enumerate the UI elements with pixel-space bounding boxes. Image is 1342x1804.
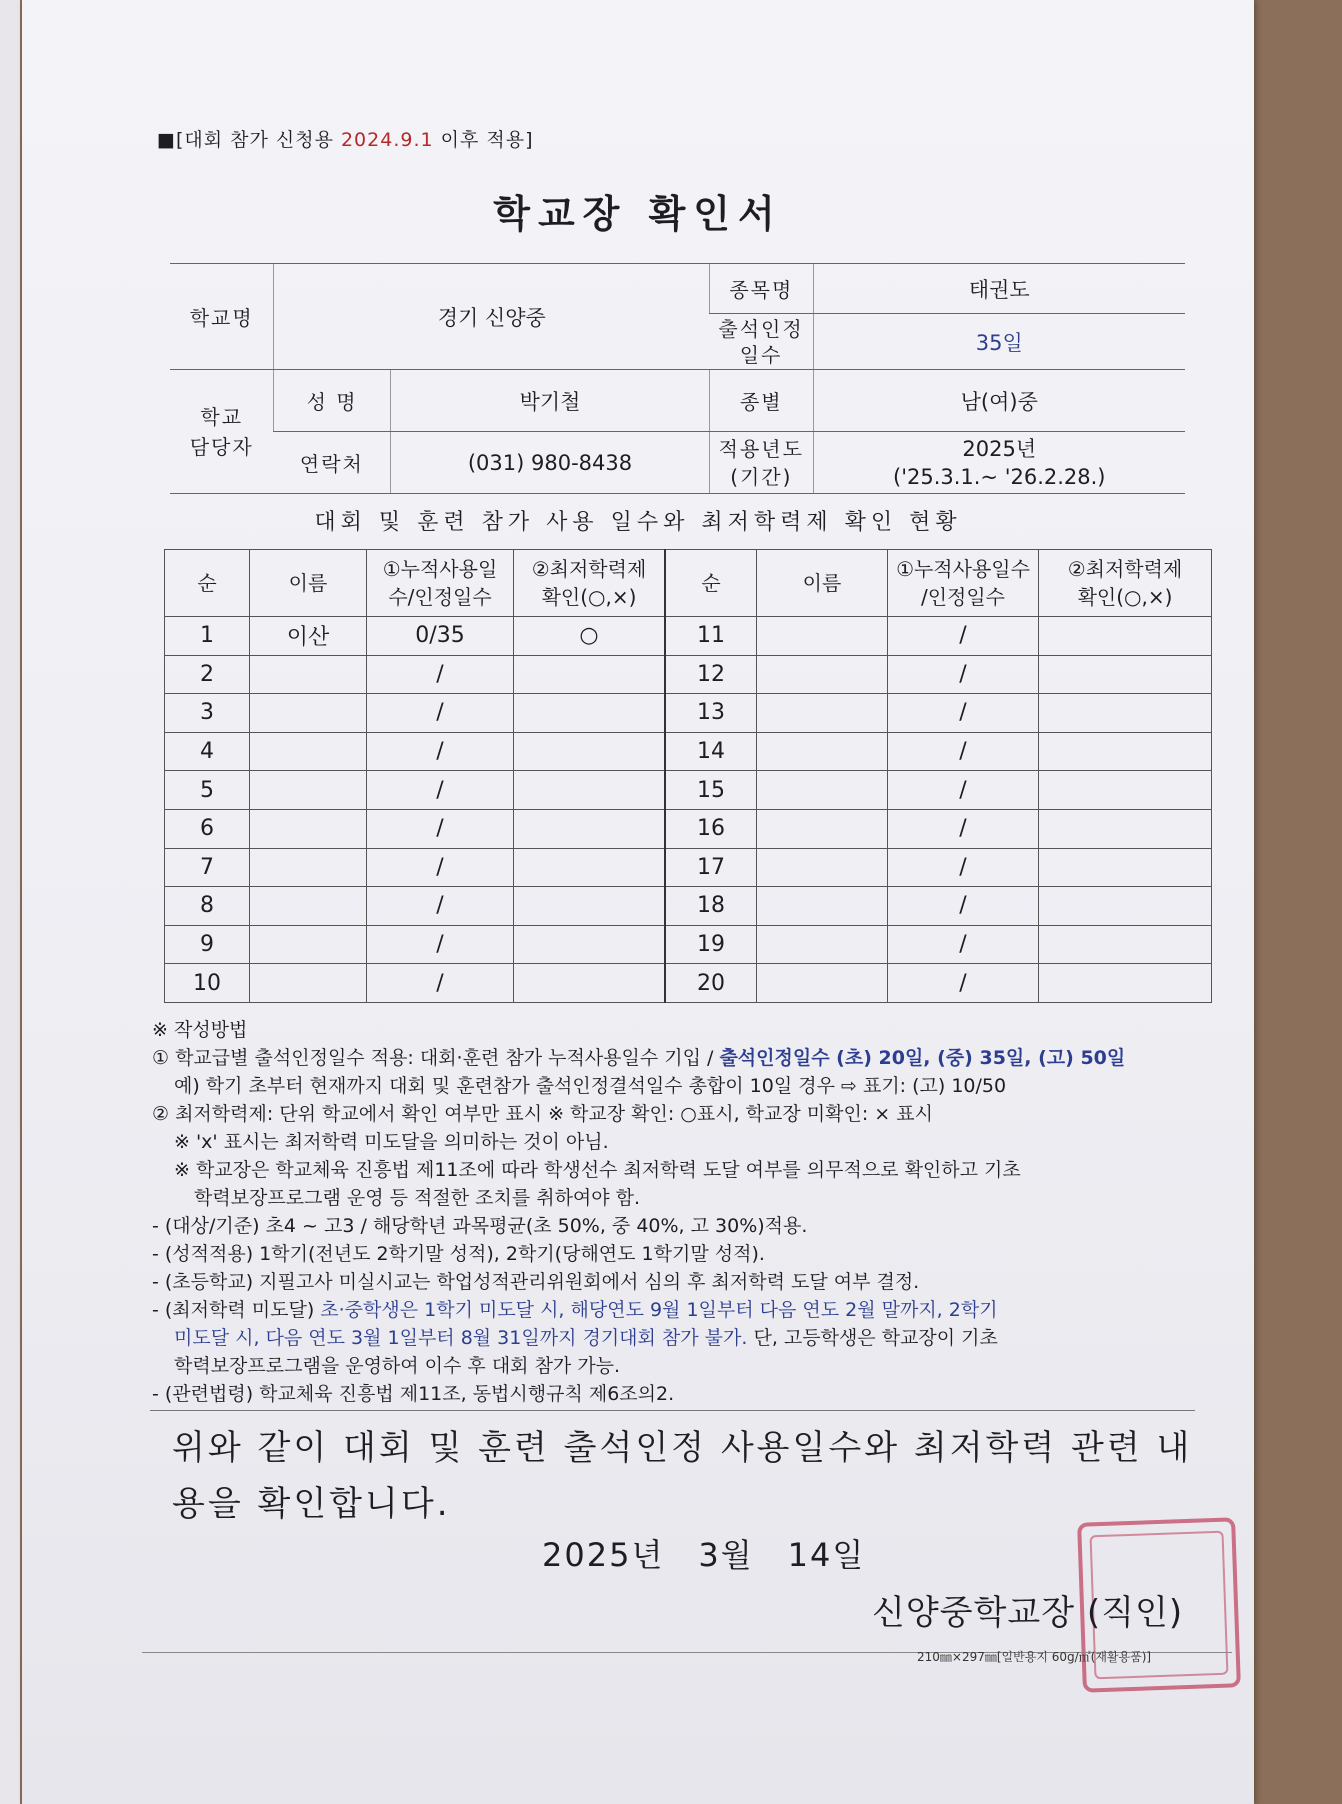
cell-check-r bbox=[1039, 771, 1212, 810]
header-no-left: 순 bbox=[165, 550, 250, 617]
table-row bbox=[165, 887, 1212, 926]
header-days-left: ①누적사용일 수/인정일수 bbox=[367, 550, 514, 617]
cell-no-l: 10 bbox=[165, 964, 250, 1003]
cell-days-l: / bbox=[367, 732, 514, 771]
cell-check-l bbox=[514, 694, 666, 733]
document-title: 학교장 확인서 bbox=[493, 192, 783, 236]
paper-spec: 210㎜×297㎜[일반용지 60g/㎡(재활용품)] bbox=[917, 1650, 1152, 1664]
detail-5: - (관련법령) 학교체육 진흥법 제11조, 동법시행규칙 제6조의2. bbox=[152, 1383, 675, 1405]
cell-name-l bbox=[250, 925, 367, 964]
cell-name-l bbox=[250, 771, 367, 810]
cell-days-l: / bbox=[367, 925, 514, 964]
cell-check-r bbox=[1039, 694, 1212, 733]
cell-name-l: 이산 bbox=[250, 617, 367, 656]
contact-label: 연락처 bbox=[274, 432, 390, 494]
cell-name-r bbox=[757, 964, 888, 1003]
cell-no-r: 14 bbox=[665, 732, 757, 771]
cell-days-r: / bbox=[888, 732, 1039, 771]
cell-name-r bbox=[757, 887, 888, 926]
cell-check-l: ○ bbox=[514, 617, 666, 656]
detail-1: - (대상/기준) 초4 ~ 고3 / 해당학년 과목평균(초 50%, 중 40%, 고 30%)적용. bbox=[152, 1215, 808, 1237]
cell-no-l: 4 bbox=[165, 732, 250, 771]
cell-days-l: / bbox=[367, 809, 514, 848]
cell-name-l bbox=[250, 809, 367, 848]
cell-name-l bbox=[250, 655, 367, 694]
section-divider bbox=[150, 1410, 1195, 1411]
detail-4-end: 학력보장프로그램을 운영하여 이수 후 대회 참가 가능. bbox=[174, 1355, 621, 1377]
cell-name-r bbox=[757, 732, 888, 771]
confirmation-text: 위와 같이 대회 및 훈련 출석인정 사용일수와 최저학력 관련 내용을 확인합니다. bbox=[172, 1428, 1193, 1524]
cell-no-l: 6 bbox=[165, 809, 250, 848]
instructions bbox=[152, 1016, 1232, 1408]
cell-days-r: / bbox=[888, 617, 1039, 656]
header-note: ■[대회 참가 신청용 2024.9.1 이후 적용] bbox=[157, 129, 534, 151]
cell-name-r bbox=[757, 848, 888, 887]
manager-label: 학교 담당자 bbox=[170, 370, 274, 494]
note-2-b: ※ 학교장은 학교체육 진흥법 제11조에 따라 학생선수 최저학력 도달 여부를 의무적으로 확인하고 기초 bbox=[174, 1159, 1021, 1181]
detail-2: - (성적적용) 1학기(전년도 2학기말 성적), 2학기(당해연도 1학기말 성적). bbox=[152, 1243, 765, 1265]
cell-check-l bbox=[514, 964, 666, 1003]
cell-check-l bbox=[514, 887, 666, 926]
cell-no-r: 12 bbox=[665, 655, 757, 694]
cell-name-r bbox=[757, 809, 888, 848]
header-name-left: 이름 bbox=[250, 550, 367, 617]
cell-days-l: / bbox=[367, 848, 514, 887]
name-value: 박기철 bbox=[390, 370, 709, 432]
cell-check-l bbox=[514, 771, 666, 810]
notes-heading: ※ 작성방법 bbox=[152, 1019, 248, 1041]
cell-name-r bbox=[757, 655, 888, 694]
cell-check-l bbox=[514, 809, 666, 848]
name-label: 성 명 bbox=[274, 370, 390, 432]
table-row bbox=[165, 617, 1212, 656]
header-name-right: 이름 bbox=[757, 550, 888, 617]
participation-table bbox=[164, 549, 1212, 1003]
school-label: 학교명 bbox=[170, 264, 274, 370]
cell-days-l: 0/35 bbox=[367, 617, 514, 656]
cell-no-r: 17 bbox=[665, 848, 757, 887]
table-subtitle: 대회 및 훈련 참가 사용 일수와 최저학력제 확인 현황 bbox=[314, 510, 962, 535]
cell-check-r bbox=[1039, 617, 1212, 656]
table-row bbox=[165, 655, 1212, 694]
cell-check-l bbox=[514, 655, 666, 694]
info-table bbox=[170, 263, 1185, 494]
school-value: 경기 신양중 bbox=[274, 264, 710, 370]
table-row bbox=[165, 694, 1212, 733]
year-value: 2025년 ('25.3.1.~ '26.2.28.) bbox=[813, 432, 1185, 494]
cell-days-r: / bbox=[888, 964, 1039, 1003]
cell-no-r: 11 bbox=[665, 617, 757, 656]
cell-days-l: / bbox=[367, 655, 514, 694]
cell-no-l: 8 bbox=[165, 887, 250, 926]
left-background-strip bbox=[0, 0, 20, 1804]
document-paper bbox=[22, 0, 1254, 1804]
cell-days-l: / bbox=[367, 771, 514, 810]
cell-days-r: / bbox=[888, 694, 1039, 733]
principal-signature: 신양중학교장 (직인) bbox=[872, 1593, 1184, 1633]
cell-no-l: 1 bbox=[165, 617, 250, 656]
attend-value: 35일 bbox=[813, 314, 1185, 370]
cell-no-r: 16 bbox=[665, 809, 757, 848]
header-check-right: ②최저학력제 확인(○,×) bbox=[1039, 550, 1212, 617]
gender-value: 남(여)중 bbox=[813, 370, 1185, 432]
table-row bbox=[165, 925, 1212, 964]
cell-no-r: 13 bbox=[665, 694, 757, 733]
cell-check-l bbox=[514, 848, 666, 887]
detail-4-cont: 미도달 시, 다음 연도 3월 1일부터 8월 31일까지 경기대회 참가 불가. 단, 고등학생은 학교장이 기초 bbox=[174, 1327, 998, 1349]
cell-no-r: 20 bbox=[665, 964, 757, 1003]
header-date: 2024.9.1 bbox=[340, 129, 434, 151]
cell-days-r: / bbox=[888, 848, 1039, 887]
cell-check-l bbox=[514, 732, 666, 771]
table-row bbox=[165, 771, 1212, 810]
detail-3: - (초등학교) 지필고사 미실시교는 학업성적관리위원회에서 심의 후 최저학력 도달 여부 결정. bbox=[152, 1271, 920, 1293]
table-body bbox=[165, 617, 1212, 1003]
cell-days-l: / bbox=[367, 964, 514, 1003]
cell-check-r bbox=[1039, 964, 1212, 1003]
cell-no-l: 5 bbox=[165, 771, 250, 810]
signature-date: 2025년 3월 14일 bbox=[542, 1536, 866, 1574]
cell-name-l bbox=[250, 732, 367, 771]
cell-check-r bbox=[1039, 655, 1212, 694]
header-no-right: 순 bbox=[665, 550, 757, 617]
cell-days-l: / bbox=[367, 694, 514, 733]
cell-no-r: 18 bbox=[665, 887, 757, 926]
cell-days-r: / bbox=[888, 887, 1039, 926]
cell-no-l: 3 bbox=[165, 694, 250, 733]
sport-value: 태권도 bbox=[813, 264, 1185, 314]
cell-name-l bbox=[250, 848, 367, 887]
cell-days-l: / bbox=[367, 887, 514, 926]
table-row bbox=[165, 848, 1212, 887]
cell-name-l bbox=[250, 694, 367, 733]
cell-name-r bbox=[757, 694, 888, 733]
attend-label: 출석인정 일수 bbox=[710, 314, 813, 370]
year-label: 적용년도 (기간) bbox=[710, 432, 813, 494]
cell-name-l bbox=[250, 887, 367, 926]
cell-name-r bbox=[757, 617, 888, 656]
note-2: ② 최저학력제: 단위 학교에서 확인 여부만 표시 ※ 학교장 확인: ○표시, 학교장 미확인: × 표시 bbox=[152, 1103, 933, 1125]
detail-4: - (최저학력 미도달) 초·중학생은 1학기 미도달 시, 해당연도 9월 1일부터 다음 연도 2월 말까지, 2학기 bbox=[152, 1299, 998, 1321]
cell-days-r: / bbox=[888, 809, 1039, 848]
cell-days-r: / bbox=[888, 771, 1039, 810]
cell-name-r bbox=[757, 925, 888, 964]
gender-label: 종별 bbox=[710, 370, 813, 432]
header-check-left: ②최저학력제 확인(○,×) bbox=[514, 550, 666, 617]
cell-no-l: 7 bbox=[165, 848, 250, 887]
cell-no-l: 2 bbox=[165, 655, 250, 694]
cell-name-l bbox=[250, 964, 367, 1003]
cell-days-r: / bbox=[888, 925, 1039, 964]
cell-no-r: 15 bbox=[665, 771, 757, 810]
cell-days-r: / bbox=[888, 655, 1039, 694]
cell-check-l bbox=[514, 925, 666, 964]
cell-check-r bbox=[1039, 887, 1212, 926]
table-row bbox=[165, 964, 1212, 1003]
cell-check-r bbox=[1039, 925, 1212, 964]
table-row bbox=[165, 732, 1212, 771]
contact-value: (031) 980-8438 bbox=[390, 432, 709, 494]
header-days-right: ①누적사용일수 /인정일수 bbox=[888, 550, 1039, 617]
cell-name-r bbox=[757, 771, 888, 810]
cell-check-r bbox=[1039, 809, 1212, 848]
cell-check-r bbox=[1039, 732, 1212, 771]
cell-no-l: 9 bbox=[165, 925, 250, 964]
cell-check-r bbox=[1039, 848, 1212, 887]
note-2-b2: 학력보장프로그램 운영 등 적절한 조치를 취하여야 함. bbox=[194, 1187, 641, 1209]
note-1-example: 예) 학기 초부터 현재까지 대회 및 훈련참가 출석인정결석일수 총합이 10일 경우 ⇨ 표기: (고) 10/50 bbox=[174, 1075, 1007, 1097]
note-2-a: ※ 'x' 표시는 최저학력 미도달을 의미하는 것이 아님. bbox=[174, 1131, 609, 1153]
table-row bbox=[165, 809, 1212, 848]
cell-no-r: 19 bbox=[665, 925, 757, 964]
note-1: ① 학교급별 출석인정일수 적용: 대회·훈련 참가 누적사용일수 기입 / 출석인정일수 (초) 20일, (중) 35일, (고) 50일 bbox=[152, 1047, 1126, 1069]
sport-label: 종목명 bbox=[710, 264, 813, 314]
